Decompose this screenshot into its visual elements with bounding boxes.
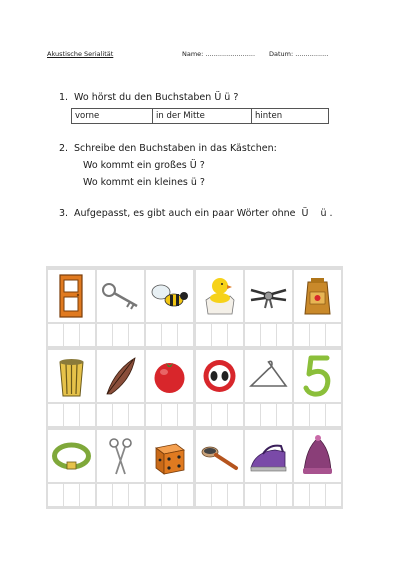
letter-boxes[interactable] [245, 324, 292, 346]
pliers-icon [245, 270, 292, 322]
picture-cell [48, 350, 95, 428]
picture-cell [245, 430, 292, 508]
picture-cell [294, 350, 341, 428]
brush-icon [196, 430, 243, 482]
picture-cell [294, 270, 341, 348]
chick-icon [196, 270, 243, 322]
five-icon [294, 350, 341, 402]
letter-boxes[interactable] [48, 404, 95, 426]
picture-cell [97, 270, 144, 348]
table-cell-hinten[interactable]: hinten [252, 109, 329, 124]
worksheet-header [47, 50, 347, 62]
letter-boxes[interactable] [294, 404, 341, 426]
letter-boxes[interactable] [48, 484, 95, 506]
picture-row [48, 270, 341, 348]
question-1-text: Wo hörst du den Buchstaben Ü ü ? [74, 92, 239, 103]
name-field[interactable]: Name: ........................ [182, 50, 256, 58]
letter-boxes[interactable] [245, 484, 292, 506]
iron-icon [245, 430, 292, 482]
question-2-text: Schreibe den Buchstaben in das Kästchen: [74, 143, 277, 154]
picture-cell [146, 270, 193, 348]
question-1-number: 1. [59, 92, 69, 103]
letter-boxes[interactable] [97, 484, 144, 506]
hanger-icon [245, 350, 292, 402]
letter-boxes[interactable] [97, 324, 144, 346]
door-icon [48, 270, 95, 322]
letter-boxes[interactable] [146, 324, 193, 346]
letter-boxes[interactable] [48, 324, 95, 346]
question-2-line-2: Wo kommt ein kleines ü ? [83, 177, 205, 188]
table-cell-mitte[interactable]: in der Mitte [153, 109, 252, 124]
question-3-upper-u: Ü [301, 208, 309, 219]
tomato-icon [146, 350, 193, 402]
scissors-icon [97, 430, 144, 482]
question-3-number: 3. [59, 208, 69, 219]
picture-cell [48, 270, 95, 348]
letter-boxes[interactable] [196, 404, 243, 426]
worksheet-title: Akustische Serialität [47, 50, 114, 58]
picture-row [48, 430, 341, 508]
picture-cell [146, 430, 193, 508]
question-3-lower-u: ü . [320, 208, 333, 219]
letter-boxes[interactable] [196, 324, 243, 346]
picture-cell [294, 430, 341, 508]
no-entry-sign-icon [196, 350, 243, 402]
dice-icon [146, 430, 193, 482]
position-table [71, 108, 329, 124]
letter-boxes[interactable] [97, 404, 144, 426]
letter-boxes[interactable] [196, 484, 243, 506]
picture-cell [146, 350, 193, 428]
letter-boxes[interactable] [294, 484, 341, 506]
letter-boxes[interactable] [146, 404, 193, 426]
picture-cell [97, 430, 144, 508]
question-1 [59, 92, 238, 104]
letter-boxes[interactable] [146, 484, 193, 506]
picture-cell [196, 350, 243, 428]
feather-icon [97, 350, 144, 402]
bag-icon [294, 270, 341, 322]
question-3 [59, 208, 333, 220]
key-icon [97, 270, 144, 322]
bee-icon [146, 270, 193, 322]
question-2 [59, 143, 277, 155]
collar-icon [48, 430, 95, 482]
hat-icon [294, 430, 341, 482]
picture-cell [97, 350, 144, 428]
picture-cell [245, 350, 292, 428]
question-2-number: 2. [59, 143, 69, 154]
picture-cell [196, 430, 243, 508]
question-3-text: Aufgepasst, es gibt auch ein paar Wörter ohne [74, 208, 296, 219]
letter-boxes[interactable] [294, 324, 341, 346]
picture-grid [46, 266, 343, 509]
picture-cell [245, 270, 292, 348]
letter-boxes[interactable] [245, 404, 292, 426]
trash-can-icon [48, 350, 95, 402]
table-cell-vorne[interactable]: vorne [72, 109, 153, 124]
picture-cell [196, 270, 243, 348]
picture-row [48, 350, 341, 428]
picture-cell [48, 430, 95, 508]
date-field[interactable]: Datum: ................ [269, 50, 329, 58]
question-2-line-1: Wo kommt ein großes Ü ? [83, 160, 205, 171]
